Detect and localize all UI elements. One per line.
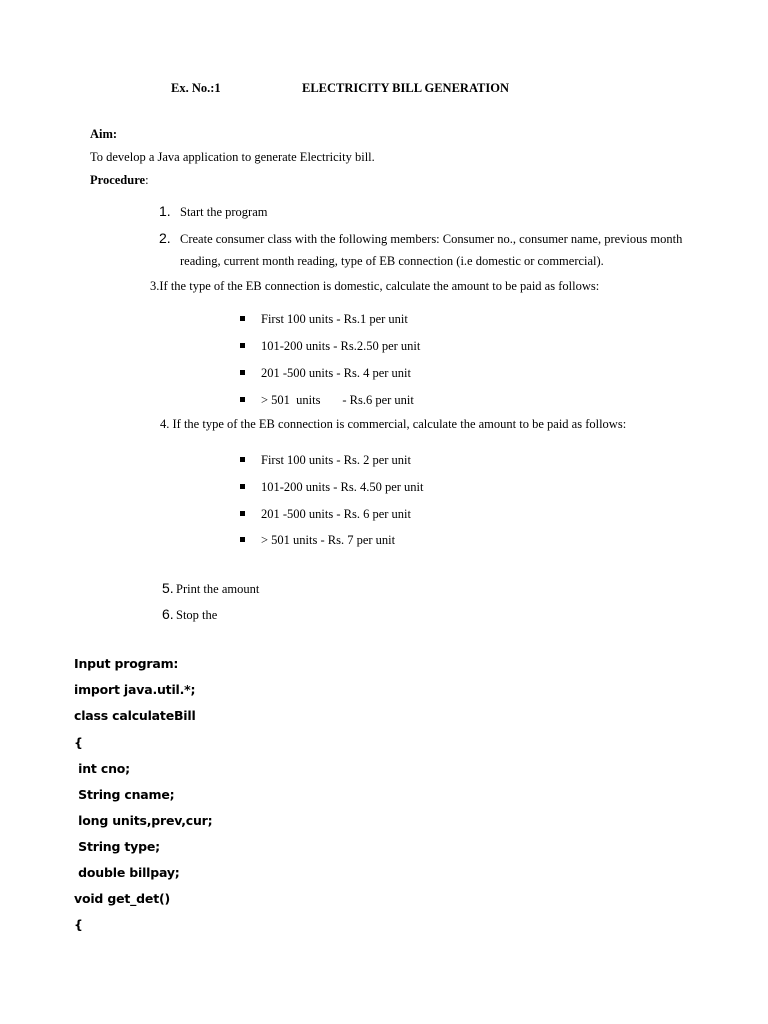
aim-heading: Aim: (90, 127, 118, 141)
step-4-text: 4. If the type of the EB connection is commercial, calculate the amount to be paid as follows: (160, 417, 627, 431)
code-line: import java.util.*; (74, 682, 196, 697)
list-item (240, 451, 411, 469)
list-item (240, 478, 424, 496)
code-line: String type; (74, 839, 160, 854)
list-item (240, 505, 411, 523)
program-heading: Input program: (74, 656, 179, 671)
code-line: double billpay; (74, 865, 180, 880)
domestic-rate-4: > 501 units - Rs.6 per unit (261, 393, 414, 407)
domestic-rate-2: 101-200 units - Rs.2.50 per unit (261, 339, 421, 353)
bullet-icon (240, 537, 245, 542)
commercial-rate-2: 101-200 units - Rs. 4.50 per unit (261, 480, 424, 494)
step-2 (159, 230, 682, 248)
step-5-number: 5. (162, 580, 174, 596)
procedure-heading (90, 173, 149, 188)
step-1-number: 1. (159, 203, 171, 219)
document-title: ELECTRICITY BILL GENERATION (302, 81, 510, 95)
procedure-heading-colon: : (145, 173, 149, 187)
list-item (240, 391, 414, 409)
step-6-text: Stop the (176, 608, 218, 622)
bullet-icon (240, 457, 245, 462)
bullet-icon (240, 370, 245, 375)
list-item (240, 531, 395, 549)
procedure-heading-label: Procedure (90, 173, 146, 187)
commercial-rate-1: First 100 units - Rs. 2 per unit (261, 453, 412, 467)
bullet-icon (240, 343, 245, 348)
step-6 (162, 606, 217, 624)
step-3-text: 3.If the type of the EB connection is domestic, calculate the amount to be paid as follows: (150, 279, 600, 293)
step-1 (159, 203, 267, 221)
step-2-number: 2. (159, 230, 171, 246)
domestic-rate-1: First 100 units - Rs.1 per unit (261, 312, 408, 326)
code-line: int cno; (74, 761, 130, 776)
step-2-text-line1: Create consumer class with the following members: Consumer no., consumer name, previous month (180, 232, 683, 246)
bullet-icon (240, 316, 245, 321)
step-6-number: 6. (162, 606, 174, 622)
code-line: long units,prev,cur; (74, 813, 213, 828)
bullet-icon (240, 511, 245, 516)
code-line: void get_det() (74, 891, 170, 906)
list-item (240, 337, 420, 355)
step-5-text: Print the amount (176, 582, 260, 596)
bullet-icon (240, 484, 245, 489)
commercial-rate-3: 201 -500 units - Rs. 6 per unit (261, 507, 411, 521)
list-item (240, 310, 408, 328)
bullet-icon (240, 397, 245, 402)
commercial-rate-4: > 501 units - Rs. 7 per unit (261, 533, 396, 547)
step-5 (162, 580, 259, 598)
step-2-text-line2: reading, current month reading, type of EB connection (i.e domestic or commercial). (180, 254, 604, 268)
domestic-rate-3: 201 -500 units - Rs. 4 per unit (261, 366, 411, 380)
exercise-number: Ex. No.:1 (171, 81, 221, 95)
step-1-text: Start the program (180, 205, 268, 219)
code-line: String cname; (74, 787, 175, 802)
code-line: { (74, 917, 83, 932)
code-line: class calculateBill (74, 708, 196, 723)
code-line: { (74, 735, 83, 750)
aim-text: To develop a Java application to generate Electricity bill. (90, 150, 375, 164)
list-item (240, 364, 411, 382)
